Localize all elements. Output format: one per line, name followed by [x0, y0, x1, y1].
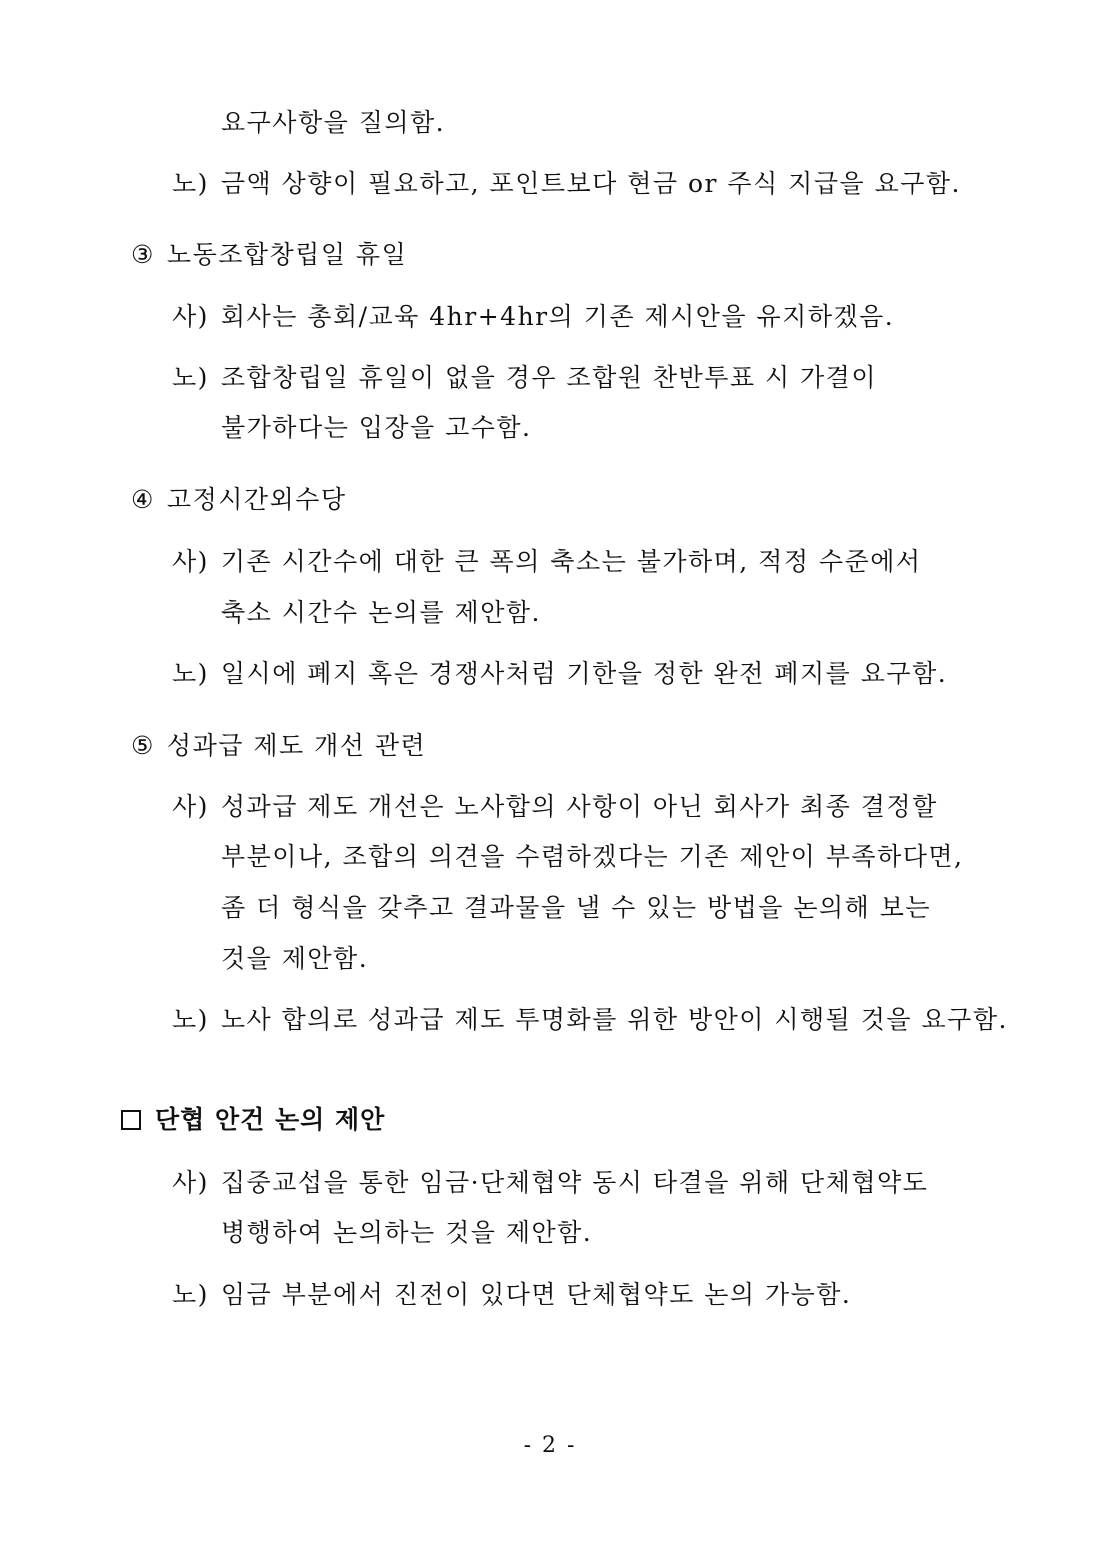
agenda-heading — [131, 238, 407, 272]
item-marker: 노) — [172, 1005, 209, 1034]
company-response — [172, 790, 938, 824]
item-continuation: 불가하다는 입장을 고수함. — [221, 413, 532, 442]
item-marker: 노) — [172, 1280, 209, 1309]
item-text: 금액 상향이 필요하고, 포인트보다 현금 or 주식 지급을 요구함. — [220, 169, 961, 198]
item-marker: 노) — [172, 169, 209, 198]
item-marker: 사) — [172, 1168, 209, 1197]
agenda-heading — [131, 729, 426, 763]
company-response — [172, 1166, 928, 1200]
item-text: 노사 합의로 성과급 제도 투명화를 위한 방안이 시행될 것을 요구함. — [220, 1005, 1008, 1034]
agenda-heading — [131, 483, 346, 517]
section-title: 단협 안건 논의 제안 — [155, 1105, 386, 1134]
agenda-title: 고정시간외수당 — [166, 485, 347, 514]
item-text: 회사는 총회/교육 4hr+4hr의 기존 제시안을 유지하겠음. — [220, 302, 895, 331]
checkbox-square-icon — [121, 1110, 141, 1130]
agenda-number: ③ — [131, 240, 155, 269]
item-text: 성과급 제도 개선은 노사합의 사항이 아닌 회사가 최종 결정할 — [220, 792, 938, 821]
item-text: 기존 시간수에 대한 큰 폭의 축소는 불가하며, 적정 수준에서 — [220, 547, 922, 576]
item-marker: 사) — [172, 302, 209, 331]
page-number: - 2 - — [523, 1433, 577, 1458]
agenda-title: 성과급 제도 개선 관련 — [166, 731, 427, 760]
item-continuation: 것을 제안함. — [221, 944, 369, 973]
item-text: 집중교섭을 통한 임금·단체협약 동시 타결을 위해 단체협약도 — [220, 1168, 929, 1197]
company-response — [172, 300, 894, 334]
item-continuation: 축소 시간수 논의를 제안함. — [221, 598, 541, 627]
union-response — [172, 1278, 851, 1312]
agenda-title: 노동조합창립일 휴일 — [166, 240, 408, 269]
union-response — [172, 1003, 1008, 1037]
section-heading — [121, 1103, 385, 1137]
item-marker: 노) — [172, 363, 209, 392]
agenda-number: ⑤ — [131, 731, 155, 760]
company-response — [172, 545, 922, 579]
union-response — [172, 361, 877, 395]
item-text: 일시에 폐지 혹은 경쟁사처럼 기한을 정한 완전 폐지를 요구함. — [220, 659, 948, 688]
item-continuation: 좀 더 형식을 갖추고 결과물을 낼 수 있는 방법을 논의해 보는 — [221, 893, 932, 922]
item-marker: 노) — [172, 659, 209, 688]
item-text: 조합창립일 휴일이 없을 경우 조합원 찬반투표 시 가결이 — [220, 363, 877, 392]
union-response — [172, 167, 961, 201]
union-response — [172, 657, 947, 691]
agenda-number: ④ — [131, 485, 155, 514]
item-marker: 사) — [172, 792, 209, 821]
item-marker: 사) — [172, 547, 209, 576]
continuation-text: 요구사항을 질의함. — [221, 108, 446, 137]
item-text: 임금 부분에서 진전이 있다면 단체협약도 논의 가능함. — [220, 1280, 852, 1309]
item-continuation: 병행하여 논의하는 것을 제안함. — [221, 1218, 593, 1247]
item-continuation: 부분이나, 조합의 의견을 수렴하겠다는 기존 제안이 부족하다면, — [221, 842, 964, 871]
